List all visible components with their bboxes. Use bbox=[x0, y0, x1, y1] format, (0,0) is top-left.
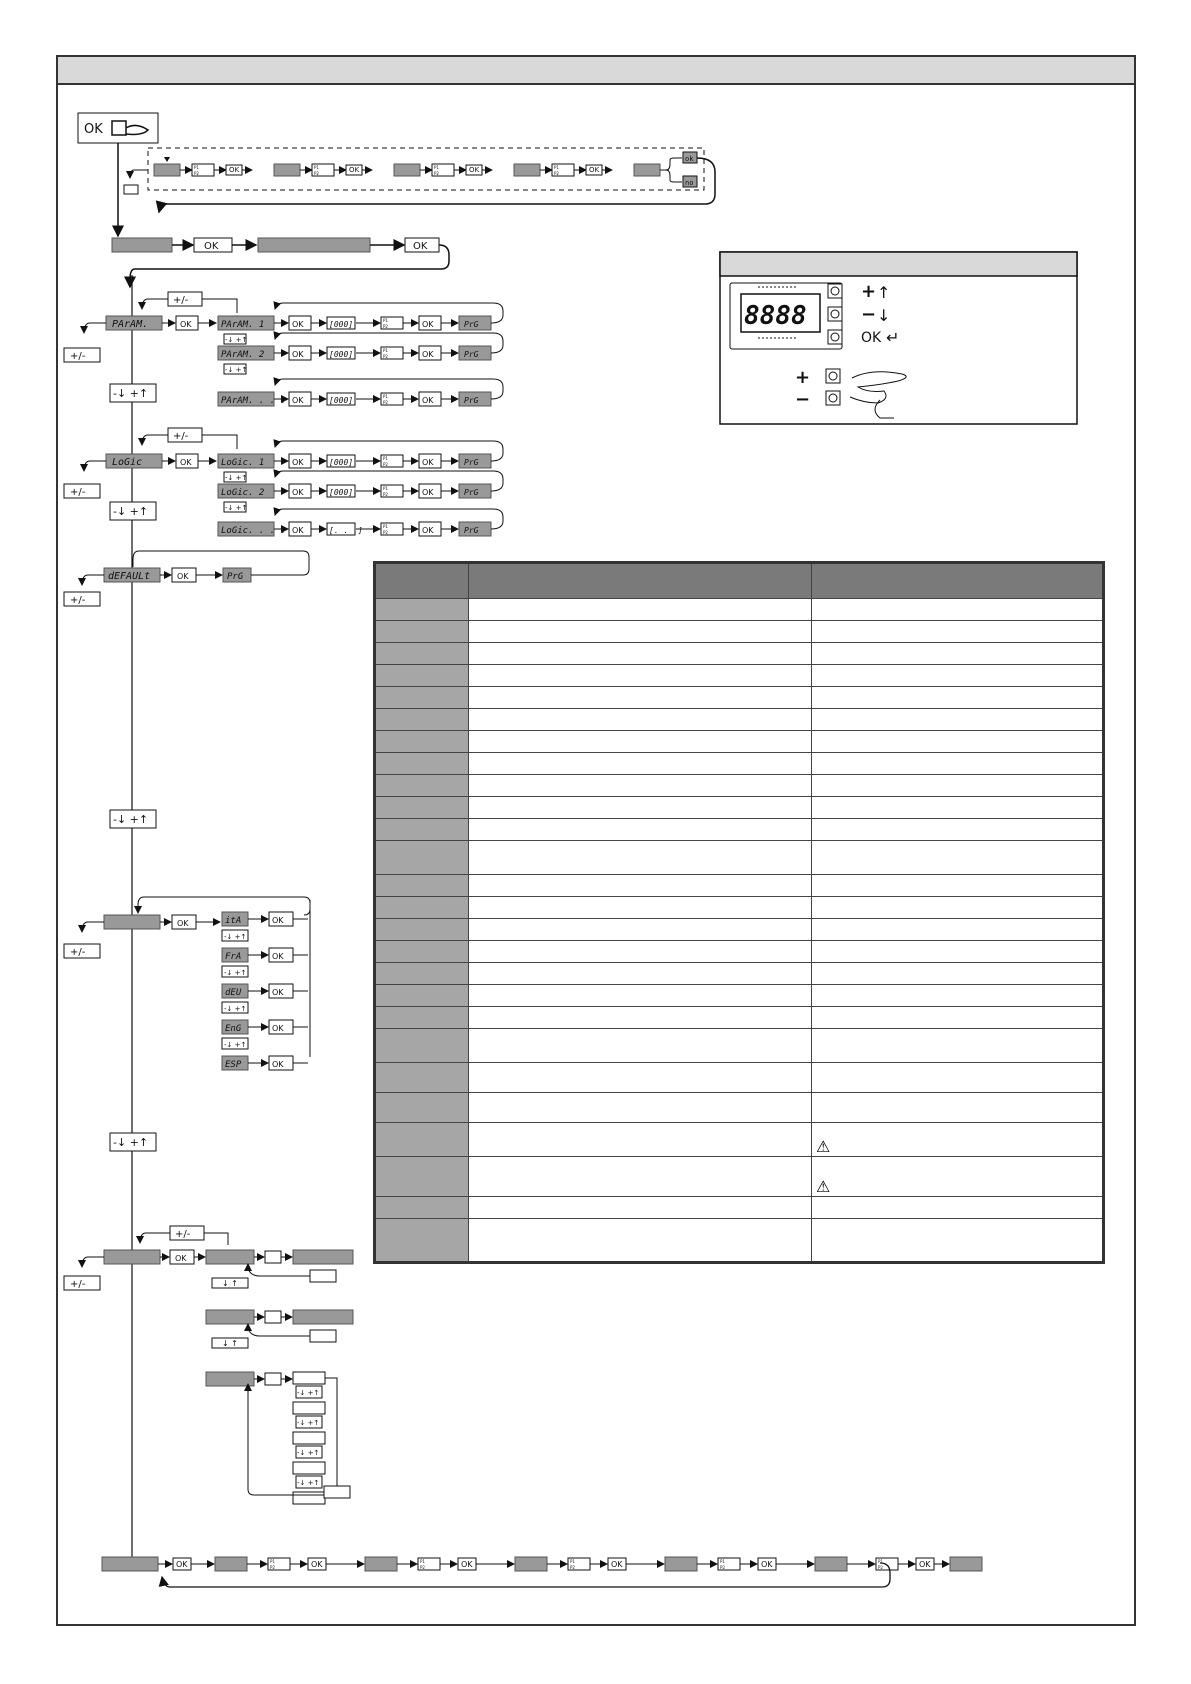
default-group bbox=[64, 551, 309, 606]
p1-label: P1 bbox=[554, 165, 559, 170]
nav-label: -↓ +↑ bbox=[297, 1479, 320, 1487]
table-cell bbox=[375, 941, 469, 963]
ok-key[interactable] bbox=[828, 330, 842, 344]
led-digits: 8888 bbox=[744, 301, 807, 331]
ok-label: OK bbox=[272, 1060, 284, 1069]
p2-label: P2 bbox=[383, 400, 388, 405]
ok-label: OK bbox=[292, 526, 304, 535]
no-tag-label: no bbox=[685, 179, 694, 187]
logic-menu-label: LoGic bbox=[112, 457, 143, 468]
table-cell bbox=[375, 687, 469, 709]
table-row bbox=[375, 941, 1104, 963]
table-cell bbox=[375, 841, 469, 875]
ok-label: OK bbox=[422, 526, 434, 535]
table-header-cell bbox=[469, 563, 812, 599]
table-cell bbox=[469, 687, 812, 709]
ok-label: OK bbox=[177, 919, 189, 928]
key-box bbox=[265, 1251, 281, 1263]
p2-label: P2 bbox=[878, 1565, 883, 1570]
sequence-display-end bbox=[950, 1557, 982, 1571]
table-cell bbox=[375, 985, 469, 1007]
p1-label: P1 bbox=[383, 524, 388, 529]
menu-item-label: LoGic. 2 bbox=[221, 488, 265, 498]
nav-label: -↓ +↑ bbox=[225, 504, 248, 512]
table-cell bbox=[812, 1029, 1104, 1063]
sequence-display bbox=[215, 1557, 247, 1571]
table-cell bbox=[812, 687, 1104, 709]
ok-label: OK bbox=[272, 1024, 284, 1033]
menu-item-label: LoGic. . . . bbox=[221, 526, 287, 536]
nav-label: -↓ +↑ bbox=[224, 933, 247, 941]
return-line bbox=[248, 1324, 310, 1336]
table-row bbox=[375, 621, 1104, 643]
parameters-table bbox=[373, 561, 1105, 1264]
table-cell bbox=[812, 1007, 1104, 1029]
table-row bbox=[375, 841, 1104, 875]
remote-menu-display bbox=[104, 1250, 160, 1264]
ok-label: OK bbox=[422, 350, 434, 359]
table-cell bbox=[469, 897, 812, 919]
table-row bbox=[375, 643, 1104, 665]
ok-label: OK bbox=[176, 1560, 188, 1569]
table-cell bbox=[469, 1197, 812, 1219]
table-row bbox=[375, 687, 1104, 709]
table-cell bbox=[469, 643, 812, 665]
table-cell bbox=[812, 1197, 1104, 1219]
ok-label: OK bbox=[589, 166, 600, 174]
minus-key-label: − bbox=[861, 304, 877, 325]
table-cell bbox=[375, 621, 469, 643]
key-box bbox=[265, 1373, 281, 1385]
table-cell bbox=[469, 963, 812, 985]
ok-label: OK bbox=[422, 396, 434, 405]
nav-label: -↓ +↑ bbox=[224, 1041, 247, 1049]
remote-slot-box bbox=[293, 1492, 325, 1504]
table-cell bbox=[375, 1093, 469, 1123]
plus-minus-label: +/- bbox=[70, 351, 86, 362]
language-label: itA bbox=[225, 916, 242, 926]
p1-label: P1 bbox=[878, 1559, 883, 1564]
prg-label: PrG bbox=[464, 458, 479, 467]
minus-key-hold bbox=[826, 391, 840, 405]
remote-result-display bbox=[293, 1250, 353, 1264]
nav-label: -↓ +↑ bbox=[225, 474, 248, 482]
p2-label: P2 bbox=[554, 171, 559, 176]
p1-label: P1 bbox=[420, 1559, 425, 1564]
table-cell bbox=[375, 643, 469, 665]
ok-label: OK bbox=[180, 458, 192, 467]
ok-label: OK bbox=[611, 1560, 623, 1569]
table-cell bbox=[375, 875, 469, 897]
table-cell bbox=[469, 819, 812, 841]
legend-header bbox=[720, 252, 1077, 276]
p1-label: P1 bbox=[314, 165, 319, 170]
sequence-display bbox=[815, 1557, 847, 1571]
return-line bbox=[248, 1264, 310, 1276]
table-cell bbox=[812, 731, 1104, 753]
plus-key-label: + bbox=[861, 281, 877, 302]
table-cell bbox=[469, 665, 812, 687]
table-cell bbox=[812, 1157, 1104, 1197]
ok-label: OK bbox=[761, 1560, 773, 1569]
p1-label: P1 bbox=[720, 1559, 725, 1564]
bottom-sequence-row bbox=[102, 1557, 982, 1571]
table-cell bbox=[812, 709, 1104, 731]
table-cell bbox=[375, 753, 469, 775]
p2-label: P2 bbox=[383, 462, 388, 467]
value-label: [000] bbox=[329, 458, 354, 467]
sequence-display bbox=[634, 164, 660, 176]
table-cell bbox=[812, 797, 1104, 819]
branch-line bbox=[666, 170, 682, 182]
menu-item-label: LoGic. 1 bbox=[221, 458, 265, 468]
p1-label: P1 bbox=[270, 1559, 275, 1564]
table-cell bbox=[469, 1123, 812, 1157]
plus-key[interactable] bbox=[828, 284, 842, 298]
table-cell bbox=[375, 1157, 469, 1197]
table-row bbox=[375, 599, 1104, 621]
value-label: [000] bbox=[329, 320, 354, 329]
table-cell bbox=[375, 731, 469, 753]
plus-minus-label: +/- bbox=[70, 487, 86, 498]
ok-label: OK bbox=[349, 166, 360, 174]
table-cell bbox=[812, 1063, 1104, 1093]
remote-slot-box bbox=[293, 1402, 325, 1414]
down-arrow-icon: ↓ bbox=[877, 306, 891, 325]
table-row bbox=[375, 985, 1104, 1007]
table-cell bbox=[375, 1007, 469, 1029]
password-sequence-row bbox=[154, 157, 682, 182]
sequence-display bbox=[274, 164, 300, 176]
table-cell bbox=[812, 1219, 1104, 1263]
nav-label: -↓ +↑ bbox=[297, 1389, 320, 1397]
sequence-display bbox=[665, 1557, 697, 1571]
sequence-display bbox=[154, 164, 180, 176]
table-cell bbox=[375, 1063, 469, 1093]
prg-label: PrG bbox=[464, 396, 479, 405]
table-cell bbox=[812, 1123, 1104, 1157]
remote-slot-box bbox=[293, 1432, 325, 1444]
table-row bbox=[375, 963, 1104, 985]
p1-label: P1 bbox=[383, 318, 388, 323]
ok-label: OK bbox=[204, 241, 219, 252]
prg-label: PrG bbox=[464, 488, 479, 497]
remote-bracket bbox=[325, 1378, 337, 1486]
nav-label: -↓ +↑ bbox=[113, 387, 149, 400]
ok-confirm-label: OK bbox=[413, 241, 428, 252]
table-row bbox=[375, 731, 1104, 753]
menu-item-label: PArAM. 2 bbox=[221, 350, 265, 360]
ok-label: OK bbox=[919, 1560, 931, 1569]
p1-label: P1 bbox=[570, 1559, 575, 1564]
remote-group bbox=[64, 1226, 353, 1504]
table-cell bbox=[469, 1029, 812, 1063]
plus-minus-label: +/- bbox=[173, 431, 189, 442]
table-cell bbox=[469, 1093, 812, 1123]
ok-label: OK bbox=[175, 1254, 187, 1263]
p2-label: P2 bbox=[383, 354, 388, 359]
menu-item-label: PArAM. 1 bbox=[221, 320, 265, 330]
value-label: [000] bbox=[329, 488, 354, 497]
table-row bbox=[375, 753, 1104, 775]
ok-label: OK bbox=[292, 396, 304, 405]
ok-label: OK bbox=[422, 320, 434, 329]
nav-label: -↓ +↑ bbox=[113, 813, 149, 826]
sequence-display bbox=[515, 1557, 547, 1571]
sequence-display bbox=[365, 1557, 397, 1571]
table-cell bbox=[469, 875, 812, 897]
table-cell bbox=[375, 963, 469, 985]
table-cell bbox=[469, 919, 812, 941]
plus-minus-label: +/- bbox=[70, 947, 86, 958]
remote-slot-box bbox=[293, 1372, 325, 1384]
p1-label: P1 bbox=[194, 165, 199, 170]
value-label: [. . .] bbox=[329, 526, 363, 535]
p1-label: P1 bbox=[434, 165, 439, 170]
p2-label: P2 bbox=[383, 492, 388, 497]
table-cell bbox=[375, 1029, 469, 1063]
table-cell bbox=[812, 599, 1104, 621]
p2-label: P2 bbox=[434, 171, 439, 176]
table-cell bbox=[375, 665, 469, 687]
table-cell bbox=[812, 985, 1104, 1007]
nav-label: -↓ +↑ bbox=[224, 969, 247, 977]
table-cell bbox=[469, 1157, 812, 1197]
ok-label: OK bbox=[292, 320, 304, 329]
table-cell bbox=[375, 1123, 469, 1157]
plus-minus-label: +/- bbox=[173, 295, 189, 306]
language-group bbox=[64, 897, 310, 1070]
ok-key-label: OK bbox=[861, 330, 882, 346]
table-cell bbox=[375, 709, 469, 731]
ok-label: OK bbox=[292, 350, 304, 359]
default-menu-label: dEFAULt bbox=[108, 571, 151, 582]
small-nav-label: ↓ ↑ bbox=[222, 1339, 238, 1348]
table-cell bbox=[812, 621, 1104, 643]
password-display bbox=[258, 238, 370, 252]
language-label: FrA bbox=[225, 952, 242, 962]
warning-icon: ⚠ bbox=[816, 1137, 831, 1156]
table-row bbox=[375, 819, 1104, 841]
minus-key[interactable] bbox=[828, 307, 842, 321]
table-cell bbox=[812, 875, 1104, 897]
nav-label: -↓ +↑ bbox=[297, 1449, 320, 1457]
table-header-cell bbox=[375, 563, 469, 599]
ok-label: OK bbox=[292, 488, 304, 497]
ok-label: OK bbox=[272, 952, 284, 961]
param-menu-label: PArAM. bbox=[112, 319, 149, 330]
pointer-icon bbox=[164, 157, 170, 162]
up-arrow-icon: ↑ bbox=[877, 283, 891, 302]
table-cell bbox=[812, 775, 1104, 797]
table-row bbox=[375, 775, 1104, 797]
p1-label: P1 bbox=[383, 394, 388, 399]
language-label: dEU bbox=[225, 988, 242, 998]
table-row bbox=[375, 1063, 1104, 1093]
p1-label: P1 bbox=[383, 348, 388, 353]
table-cell bbox=[469, 1007, 812, 1029]
table-row bbox=[375, 1219, 1104, 1263]
table-row bbox=[375, 665, 1104, 687]
remote-result-box bbox=[310, 1270, 336, 1282]
p1-label: P1 bbox=[383, 486, 388, 491]
table-row bbox=[375, 897, 1104, 919]
enter-arrow-icon: ↵ bbox=[886, 328, 900, 347]
table-cell bbox=[375, 797, 469, 819]
table-cell bbox=[469, 621, 812, 643]
p2-label: P2 bbox=[720, 1565, 725, 1570]
ok-label: OK bbox=[422, 488, 434, 497]
plus-hold-label: + bbox=[795, 367, 811, 388]
key-box bbox=[265, 1311, 281, 1323]
table-row bbox=[375, 1157, 1104, 1197]
ok-label: OK bbox=[292, 458, 304, 467]
table-cell bbox=[812, 841, 1104, 875]
table-cell bbox=[469, 841, 812, 875]
p2-label: P2 bbox=[194, 171, 199, 176]
bottom-menu-display bbox=[102, 1557, 158, 1571]
language-menu-display bbox=[104, 915, 160, 929]
table-header bbox=[375, 563, 1104, 599]
table-row bbox=[375, 1029, 1104, 1063]
table-cell bbox=[469, 1219, 812, 1263]
ok-tag-label: ok bbox=[685, 155, 694, 163]
plus-minus-label: +/- bbox=[70, 1279, 86, 1290]
table-cell bbox=[469, 753, 812, 775]
p2-label: P2 bbox=[420, 1565, 425, 1570]
table-row bbox=[375, 709, 1104, 731]
plus-minus-label: +/- bbox=[175, 1229, 191, 1240]
nav-label: -↓ +↑ bbox=[297, 1419, 320, 1427]
menu-item-label: PArAM. . . . bbox=[221, 396, 287, 406]
table-cell bbox=[375, 1197, 469, 1219]
ok-label: OK bbox=[272, 988, 284, 997]
sequence-display bbox=[394, 164, 420, 176]
table-cell bbox=[812, 897, 1104, 919]
table-cell bbox=[812, 753, 1104, 775]
table-cell bbox=[812, 665, 1104, 687]
logic-group bbox=[64, 428, 503, 536]
remote-result-display bbox=[293, 1310, 353, 1324]
small-nav-label: ↓ ↑ bbox=[222, 1279, 238, 1288]
p1-label: P1 bbox=[383, 456, 388, 461]
ok-label: OK bbox=[272, 916, 284, 925]
table-cell bbox=[469, 775, 812, 797]
param-group bbox=[64, 292, 503, 406]
prg-label: PrG bbox=[227, 572, 244, 582]
ok-label: OK bbox=[461, 1560, 473, 1569]
ok-label: OK bbox=[229, 166, 240, 174]
value-label: [000] bbox=[329, 396, 354, 405]
remote-end-box bbox=[324, 1486, 350, 1498]
value-label: [000] bbox=[329, 350, 354, 359]
table-cell bbox=[375, 775, 469, 797]
nav-label: -↓ +↑ bbox=[224, 1005, 247, 1013]
p2-label: P2 bbox=[314, 171, 319, 176]
ok-label: OK bbox=[177, 572, 189, 581]
main-menu-display bbox=[112, 238, 172, 252]
ok-start-label: OK bbox=[84, 122, 103, 137]
table-row bbox=[375, 1197, 1104, 1219]
remote-result-box bbox=[310, 1330, 336, 1342]
remote-item-display bbox=[206, 1250, 254, 1264]
p2-label: P2 bbox=[270, 1565, 275, 1570]
table-cell bbox=[375, 819, 469, 841]
ok-label: OK bbox=[422, 458, 434, 467]
ok-label: OK bbox=[469, 166, 480, 174]
nav-label: -↓ +↑ bbox=[225, 366, 248, 374]
table-header-cell bbox=[812, 563, 1104, 599]
table-row bbox=[375, 919, 1104, 941]
plus-minus-label: +/- bbox=[70, 595, 86, 606]
table-cell bbox=[375, 1219, 469, 1263]
plus-key-hold bbox=[826, 369, 840, 383]
prg-label: PrG bbox=[464, 526, 479, 535]
table-cell bbox=[812, 919, 1104, 941]
nav-label: -↓ +↑ bbox=[225, 336, 248, 344]
table-cell bbox=[375, 919, 469, 941]
table-cell bbox=[469, 1063, 812, 1093]
nav-label: -↓ +↑ bbox=[113, 505, 149, 518]
p2-label: P2 bbox=[570, 1565, 575, 1570]
ok-label: OK bbox=[311, 1560, 323, 1569]
table-cell bbox=[469, 599, 812, 621]
keypad-legend bbox=[720, 252, 1077, 424]
remote-slot-box bbox=[293, 1462, 325, 1474]
table-cell bbox=[812, 819, 1104, 841]
branch-line bbox=[660, 158, 682, 170]
sequence-display bbox=[514, 164, 540, 176]
table-row bbox=[375, 875, 1104, 897]
sequence-plus-minus[interactable] bbox=[124, 185, 138, 194]
language-label: ESP bbox=[225, 1060, 242, 1070]
table-cell bbox=[469, 941, 812, 963]
table-row bbox=[375, 1007, 1104, 1029]
table-cell bbox=[375, 599, 469, 621]
table-cell bbox=[469, 985, 812, 1007]
table-cell bbox=[812, 643, 1104, 665]
table-cell bbox=[375, 897, 469, 919]
nav-label: -↓ +↑ bbox=[113, 1136, 149, 1149]
ok-label: OK bbox=[180, 320, 192, 329]
remote-item-display bbox=[206, 1372, 254, 1386]
p2-label: P2 bbox=[383, 324, 388, 329]
minus-hold-label: − bbox=[795, 389, 811, 410]
table-row bbox=[375, 797, 1104, 819]
table-row bbox=[375, 1093, 1104, 1123]
table-row bbox=[375, 1123, 1104, 1157]
table-cell bbox=[469, 797, 812, 819]
p2-label: P2 bbox=[383, 530, 388, 535]
prg-label: PrG bbox=[464, 320, 479, 329]
prg-label: PrG bbox=[464, 350, 479, 359]
warning-icon: ⚠ bbox=[816, 1177, 831, 1196]
table-cell bbox=[812, 1093, 1104, 1123]
table-cell bbox=[812, 963, 1104, 985]
table-cell bbox=[469, 709, 812, 731]
language-label: EnG bbox=[225, 1024, 242, 1034]
table-cell bbox=[469, 731, 812, 753]
remote-item-display bbox=[206, 1310, 254, 1324]
table-cell bbox=[812, 941, 1104, 963]
